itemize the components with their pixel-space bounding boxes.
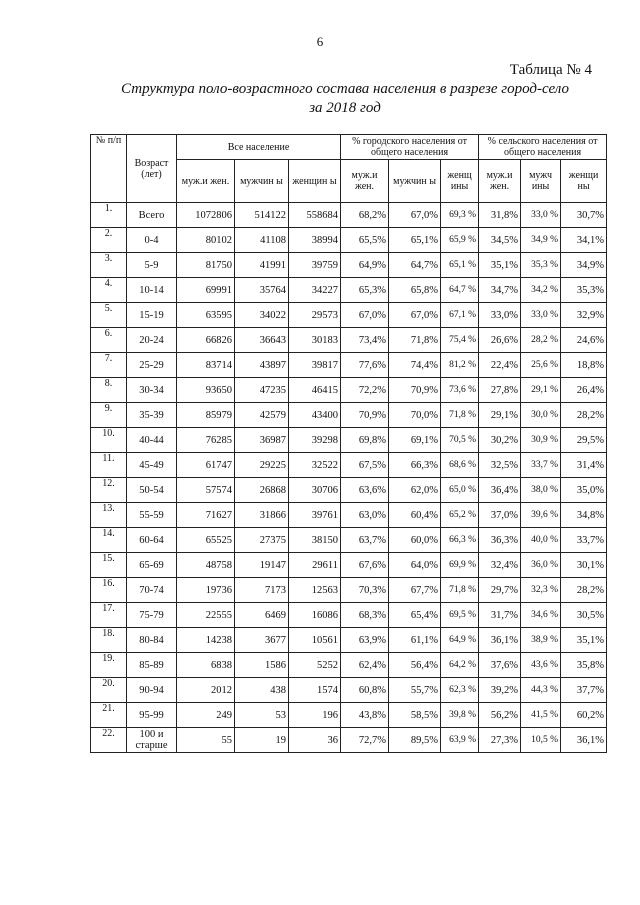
cell-urban-men: 67,7% xyxy=(389,578,441,603)
cell-total-both: 71627 xyxy=(177,503,235,528)
cell-row-number: 22. xyxy=(91,728,127,753)
cell-total-men: 19147 xyxy=(235,553,289,578)
cell-total-both: 22555 xyxy=(177,603,235,628)
cell-row-number: 11. xyxy=(91,453,127,478)
cell-rural-women: 35,0% xyxy=(561,478,607,503)
cell-urban-both: 63,7% xyxy=(341,528,389,553)
cell-urban-both: 72,2% xyxy=(341,378,389,403)
cell-age-group: 80-84 xyxy=(127,628,177,653)
cell-total-women: 558684 xyxy=(289,203,341,228)
cell-urban-women: 64,9 % xyxy=(441,628,479,653)
cell-urban-both: 64,9% xyxy=(341,253,389,278)
cell-total-men: 514122 xyxy=(235,203,289,228)
cell-urban-men: 61,1% xyxy=(389,628,441,653)
cell-row-number: 1. xyxy=(91,203,127,228)
population-table xyxy=(90,134,607,753)
table-row xyxy=(91,678,607,703)
cell-total-men: 438 xyxy=(235,678,289,703)
header-total-men: мужчин ы xyxy=(235,160,289,203)
cell-urban-women: 65,1 % xyxy=(441,253,479,278)
table-row xyxy=(91,328,607,353)
cell-rural-women: 30,1% xyxy=(561,553,607,578)
cell-rural-both: 35,1% xyxy=(479,253,521,278)
cell-total-women: 16086 xyxy=(289,603,341,628)
cell-age-group: 20-24 xyxy=(127,328,177,353)
cell-urban-women: 71,8 % xyxy=(441,403,479,428)
table-row xyxy=(91,378,607,403)
cell-urban-women: 63,9 % xyxy=(441,728,479,753)
cell-row-number: 15. xyxy=(91,553,127,578)
cell-age-group: 35-39 xyxy=(127,403,177,428)
cell-rural-men: 32,3 % xyxy=(521,578,561,603)
cell-age-group: 85-89 xyxy=(127,653,177,678)
cell-urban-men: 64,7% xyxy=(389,253,441,278)
cell-total-men: 36643 xyxy=(235,328,289,353)
cell-urban-women: 70,5 % xyxy=(441,428,479,453)
table-row xyxy=(91,578,607,603)
cell-total-both: 76285 xyxy=(177,428,235,453)
cell-total-both: 66826 xyxy=(177,328,235,353)
cell-rural-men: 34,9 % xyxy=(521,228,561,253)
cell-rural-both: 36,4% xyxy=(479,478,521,503)
cell-urban-men: 58,5% xyxy=(389,703,441,728)
cell-urban-both: 43,8% xyxy=(341,703,389,728)
cell-rural-men: 38,0 % xyxy=(521,478,561,503)
cell-total-women: 1574 xyxy=(289,678,341,703)
cell-total-men: 41108 xyxy=(235,228,289,253)
cell-rural-both: 26,6% xyxy=(479,328,521,353)
cell-urban-women: 66,3 % xyxy=(441,528,479,553)
header-total-women: женщин ы xyxy=(289,160,341,203)
cell-urban-men: 70,9% xyxy=(389,378,441,403)
cell-rural-women: 37,7% xyxy=(561,678,607,703)
cell-urban-both: 77,6% xyxy=(341,353,389,378)
cell-rural-both: 27,3% xyxy=(479,728,521,753)
cell-urban-both: 60,8% xyxy=(341,678,389,703)
cell-row-number: 18. xyxy=(91,628,127,653)
cell-age-group: 5-9 xyxy=(127,253,177,278)
cell-rural-men: 38,9 % xyxy=(521,628,561,653)
table-row xyxy=(91,428,607,453)
cell-urban-men: 60,0% xyxy=(389,528,441,553)
cell-urban-men: 67,0% xyxy=(389,203,441,228)
cell-urban-both: 72,7% xyxy=(341,728,389,753)
cell-total-women: 29611 xyxy=(289,553,341,578)
cell-urban-both: 63,6% xyxy=(341,478,389,503)
cell-urban-both: 65,5% xyxy=(341,228,389,253)
cell-rural-both: 37,6% xyxy=(479,653,521,678)
table-row xyxy=(91,653,607,678)
cell-rural-both: 39,2% xyxy=(479,678,521,703)
cell-total-men: 43897 xyxy=(235,353,289,378)
cell-urban-both: 73,4% xyxy=(341,328,389,353)
cell-total-both: 57574 xyxy=(177,478,235,503)
cell-total-men: 36987 xyxy=(235,428,289,453)
cell-urban-men: 69,1% xyxy=(389,428,441,453)
table-row xyxy=(91,478,607,503)
cell-rural-men: 33,0 % xyxy=(521,203,561,228)
table-label: Таблица № 4 xyxy=(509,62,592,78)
cell-rural-women: 30,7% xyxy=(561,203,607,228)
cell-rural-women: 28,2% xyxy=(561,578,607,603)
cell-rural-both: 34,7% xyxy=(479,278,521,303)
cell-total-men: 26868 xyxy=(235,478,289,503)
cell-total-women: 196 xyxy=(289,703,341,728)
cell-rural-both: 37,0% xyxy=(479,503,521,528)
cell-urban-both: 67,0% xyxy=(341,303,389,328)
cell-urban-men: 55,7% xyxy=(389,678,441,703)
cell-total-both: 93650 xyxy=(177,378,235,403)
cell-urban-both: 67,5% xyxy=(341,453,389,478)
cell-age-group: 0-4 xyxy=(127,228,177,253)
cell-age-group: 65-69 xyxy=(127,553,177,578)
table-body xyxy=(91,203,607,753)
cell-rural-women: 35,8% xyxy=(561,653,607,678)
header-age: Возраст (лет) xyxy=(127,135,177,203)
cell-total-both: 2012 xyxy=(177,678,235,703)
cell-total-both: 19736 xyxy=(177,578,235,603)
cell-total-both: 249 xyxy=(177,703,235,728)
cell-urban-women: 68,6 % xyxy=(441,453,479,478)
cell-total-women: 36 xyxy=(289,728,341,753)
header-num: № п/п xyxy=(91,135,127,203)
cell-total-men: 1586 xyxy=(235,653,289,678)
cell-total-both: 55 xyxy=(177,728,235,753)
cell-urban-women: 64,2 % xyxy=(441,653,479,678)
cell-rural-women: 24,6% xyxy=(561,328,607,353)
cell-rural-men: 33,0 % xyxy=(521,303,561,328)
table-title-line2: за 2018 год xyxy=(309,100,381,116)
cell-rural-women: 34,8% xyxy=(561,503,607,528)
cell-total-women: 29573 xyxy=(289,303,341,328)
cell-age-group: 10-14 xyxy=(127,278,177,303)
cell-total-both: 1072806 xyxy=(177,203,235,228)
cell-rural-men: 30,9 % xyxy=(521,428,561,453)
cell-total-both: 48758 xyxy=(177,553,235,578)
cell-urban-men: 74,4% xyxy=(389,353,441,378)
cell-row-number: 12. xyxy=(91,478,127,503)
cell-urban-both: 62,4% xyxy=(341,653,389,678)
cell-total-both: 80102 xyxy=(177,228,235,253)
cell-urban-women: 69,3 % xyxy=(441,203,479,228)
cell-rural-women: 18,8% xyxy=(561,353,607,378)
cell-age-group: 55-59 xyxy=(127,503,177,528)
cell-rural-women: 28,2% xyxy=(561,403,607,428)
cell-row-number: 5. xyxy=(91,303,127,328)
cell-total-both: 14238 xyxy=(177,628,235,653)
cell-row-number: 9. xyxy=(91,403,127,428)
cell-total-both: 81750 xyxy=(177,253,235,278)
header-rural: % сельского населения от общего населения xyxy=(479,135,607,160)
table-row xyxy=(91,303,607,328)
cell-urban-men: 66,3% xyxy=(389,453,441,478)
cell-rural-women: 36,1% xyxy=(561,728,607,753)
cell-total-women: 30183 xyxy=(289,328,341,353)
header-total-both: муж.и жен. xyxy=(177,160,235,203)
table-row xyxy=(91,403,607,428)
cell-rural-women: 34,9% xyxy=(561,253,607,278)
cell-rural-men: 30,0 % xyxy=(521,403,561,428)
cell-rural-both: 34,5% xyxy=(479,228,521,253)
cell-rural-women: 35,3% xyxy=(561,278,607,303)
cell-urban-both: 70,9% xyxy=(341,403,389,428)
cell-urban-women: 81,2 % xyxy=(441,353,479,378)
cell-rural-women: 60,2% xyxy=(561,703,607,728)
cell-rural-men: 35,3 % xyxy=(521,253,561,278)
cell-total-men: 42579 xyxy=(235,403,289,428)
cell-urban-men: 64,0% xyxy=(389,553,441,578)
cell-urban-men: 60,4% xyxy=(389,503,441,528)
cell-rural-men: 39,6 % xyxy=(521,503,561,528)
cell-urban-women: 65,9 % xyxy=(441,228,479,253)
cell-rural-both: 56,2% xyxy=(479,703,521,728)
cell-rural-both: 29,1% xyxy=(479,403,521,428)
cell-rural-men: 40,0 % xyxy=(521,528,561,553)
cell-row-number: 3. xyxy=(91,253,127,278)
cell-row-number: 16. xyxy=(91,578,127,603)
table-row xyxy=(91,278,607,303)
table-row xyxy=(91,628,607,653)
cell-rural-women: 30,5% xyxy=(561,603,607,628)
table-row xyxy=(91,203,607,228)
table-title xyxy=(110,80,580,118)
cell-urban-women: 65,0 % xyxy=(441,478,479,503)
cell-rural-men: 44,3 % xyxy=(521,678,561,703)
cell-urban-women: 64,7 % xyxy=(441,278,479,303)
table-row xyxy=(91,353,607,378)
cell-total-men: 35764 xyxy=(235,278,289,303)
cell-rural-both: 32,5% xyxy=(479,453,521,478)
cell-total-both: 65525 xyxy=(177,528,235,553)
cell-total-women: 39298 xyxy=(289,428,341,453)
cell-rural-men: 41,5 % xyxy=(521,703,561,728)
cell-urban-women: 65,2 % xyxy=(441,503,479,528)
cell-total-women: 38994 xyxy=(289,228,341,253)
cell-rural-both: 29,7% xyxy=(479,578,521,603)
table-title-line1: Структура поло-возрастного состава населения в разрезе город-село xyxy=(121,81,569,97)
cell-urban-women: 75,4 % xyxy=(441,328,479,353)
cell-urban-both: 68,3% xyxy=(341,603,389,628)
cell-total-women: 43400 xyxy=(289,403,341,428)
cell-rural-women: 26,4% xyxy=(561,378,607,403)
cell-rural-women: 34,1% xyxy=(561,228,607,253)
cell-total-women: 38150 xyxy=(289,528,341,553)
cell-rural-men: 34,2 % xyxy=(521,278,561,303)
cell-rural-both: 36,1% xyxy=(479,628,521,653)
cell-total-both: 6838 xyxy=(177,653,235,678)
header-rural-women: женщи ны xyxy=(561,160,607,203)
cell-age-group: 100 и старше xyxy=(127,728,177,753)
cell-row-number: 17. xyxy=(91,603,127,628)
cell-total-women: 39817 xyxy=(289,353,341,378)
cell-rural-men: 43,6 % xyxy=(521,653,561,678)
cell-age-group: 60-64 xyxy=(127,528,177,553)
cell-urban-men: 65,1% xyxy=(389,228,441,253)
cell-rural-both: 31,8% xyxy=(479,203,521,228)
header-urban-both: муж.и жен. xyxy=(341,160,389,203)
cell-rural-both: 30,2% xyxy=(479,428,521,453)
cell-urban-men: 70,0% xyxy=(389,403,441,428)
cell-rural-men: 36,0 % xyxy=(521,553,561,578)
cell-total-men: 29225 xyxy=(235,453,289,478)
cell-age-group: Всего xyxy=(127,203,177,228)
cell-urban-women: 73,6 % xyxy=(441,378,479,403)
cell-urban-women: 69,9 % xyxy=(441,553,479,578)
cell-urban-men: 65,4% xyxy=(389,603,441,628)
cell-urban-men: 67,0% xyxy=(389,303,441,328)
cell-age-group: 25-29 xyxy=(127,353,177,378)
cell-urban-women: 71,8 % xyxy=(441,578,479,603)
cell-total-men: 6469 xyxy=(235,603,289,628)
cell-rural-both: 32,4% xyxy=(479,553,521,578)
cell-row-number: 20. xyxy=(91,678,127,703)
header-rural-both: муж.и жен. xyxy=(479,160,521,203)
cell-age-group: 95-99 xyxy=(127,703,177,728)
cell-total-women: 30706 xyxy=(289,478,341,503)
cell-age-group: 15-19 xyxy=(127,303,177,328)
cell-total-men: 34022 xyxy=(235,303,289,328)
header-urban: % городского населения от общего населения xyxy=(341,135,479,160)
cell-rural-men: 10,5 % xyxy=(521,728,561,753)
cell-total-men: 47235 xyxy=(235,378,289,403)
cell-rural-women: 35,1% xyxy=(561,628,607,653)
header-urban-women: женщ ины xyxy=(441,160,479,203)
table-row xyxy=(91,603,607,628)
cell-total-women: 46415 xyxy=(289,378,341,403)
table-row xyxy=(91,553,607,578)
cell-rural-women: 31,4% xyxy=(561,453,607,478)
cell-row-number: 6. xyxy=(91,328,127,353)
table-row xyxy=(91,703,607,728)
cell-total-women: 39761 xyxy=(289,503,341,528)
cell-age-group: 90-94 xyxy=(127,678,177,703)
cell-urban-men: 89,5% xyxy=(389,728,441,753)
cell-row-number: 10. xyxy=(91,428,127,453)
cell-total-women: 12563 xyxy=(289,578,341,603)
cell-total-men: 31866 xyxy=(235,503,289,528)
cell-rural-men: 34,6 % xyxy=(521,603,561,628)
cell-urban-women: 39,8 % xyxy=(441,703,479,728)
cell-total-men: 27375 xyxy=(235,528,289,553)
cell-rural-both: 22,4% xyxy=(479,353,521,378)
cell-total-men: 3677 xyxy=(235,628,289,653)
cell-rural-men: 33,7 % xyxy=(521,453,561,478)
cell-total-men: 53 xyxy=(235,703,289,728)
cell-total-women: 5252 xyxy=(289,653,341,678)
header-urban-men: мужчин ы xyxy=(389,160,441,203)
cell-row-number: 7. xyxy=(91,353,127,378)
cell-total-both: 85979 xyxy=(177,403,235,428)
cell-rural-both: 31,7% xyxy=(479,603,521,628)
cell-age-group: 70-74 xyxy=(127,578,177,603)
cell-rural-women: 32,9% xyxy=(561,303,607,328)
cell-row-number: 8. xyxy=(91,378,127,403)
cell-rural-both: 33,0% xyxy=(479,303,521,328)
cell-urban-both: 63,0% xyxy=(341,503,389,528)
table-row xyxy=(91,503,607,528)
cell-total-both: 69991 xyxy=(177,278,235,303)
cell-row-number: 2. xyxy=(91,228,127,253)
cell-row-number: 4. xyxy=(91,278,127,303)
cell-total-both: 61747 xyxy=(177,453,235,478)
cell-rural-both: 27,8% xyxy=(479,378,521,403)
cell-age-group: 30-34 xyxy=(127,378,177,403)
cell-age-group: 40-44 xyxy=(127,428,177,453)
cell-total-both: 63595 xyxy=(177,303,235,328)
cell-urban-both: 68,2% xyxy=(341,203,389,228)
table-row xyxy=(91,228,607,253)
cell-total-men: 19 xyxy=(235,728,289,753)
table-row xyxy=(91,253,607,278)
cell-rural-men: 29,1 % xyxy=(521,378,561,403)
cell-urban-men: 71,8% xyxy=(389,328,441,353)
header-row-1 xyxy=(91,135,607,160)
cell-urban-women: 69,5 % xyxy=(441,603,479,628)
cell-age-group: 75-79 xyxy=(127,603,177,628)
cell-total-women: 34227 xyxy=(289,278,341,303)
cell-urban-both: 67,6% xyxy=(341,553,389,578)
cell-total-men: 41991 xyxy=(235,253,289,278)
cell-urban-women: 67,1 % xyxy=(441,303,479,328)
cell-urban-women: 62,3 % xyxy=(441,678,479,703)
cell-row-number: 19. xyxy=(91,653,127,678)
cell-rural-women: 29,5% xyxy=(561,428,607,453)
cell-rural-men: 28,2 % xyxy=(521,328,561,353)
cell-urban-both: 69,8% xyxy=(341,428,389,453)
cell-urban-both: 65,3% xyxy=(341,278,389,303)
cell-urban-men: 62,0% xyxy=(389,478,441,503)
table-row xyxy=(91,453,607,478)
cell-row-number: 13. xyxy=(91,503,127,528)
table-row xyxy=(91,728,607,753)
cell-urban-both: 63,9% xyxy=(341,628,389,653)
cell-total-women: 10561 xyxy=(289,628,341,653)
cell-total-both: 83714 xyxy=(177,353,235,378)
header-total: Все население xyxy=(177,135,341,160)
cell-total-men: 7173 xyxy=(235,578,289,603)
cell-total-women: 32522 xyxy=(289,453,341,478)
table-row xyxy=(91,528,607,553)
cell-rural-women: 33,7% xyxy=(561,528,607,553)
cell-urban-both: 70,3% xyxy=(341,578,389,603)
header-rural-men: мужч ины xyxy=(521,160,561,203)
cell-urban-men: 65,8% xyxy=(389,278,441,303)
cell-total-women: 39759 xyxy=(289,253,341,278)
cell-row-number: 21. xyxy=(91,703,127,728)
cell-rural-both: 36,3% xyxy=(479,528,521,553)
cell-row-number: 14. xyxy=(91,528,127,553)
cell-age-group: 50-54 xyxy=(127,478,177,503)
cell-age-group: 45-49 xyxy=(127,453,177,478)
cell-urban-men: 56,4% xyxy=(389,653,441,678)
cell-rural-men: 25,6 % xyxy=(521,353,561,378)
page-number: 6 xyxy=(316,34,324,49)
